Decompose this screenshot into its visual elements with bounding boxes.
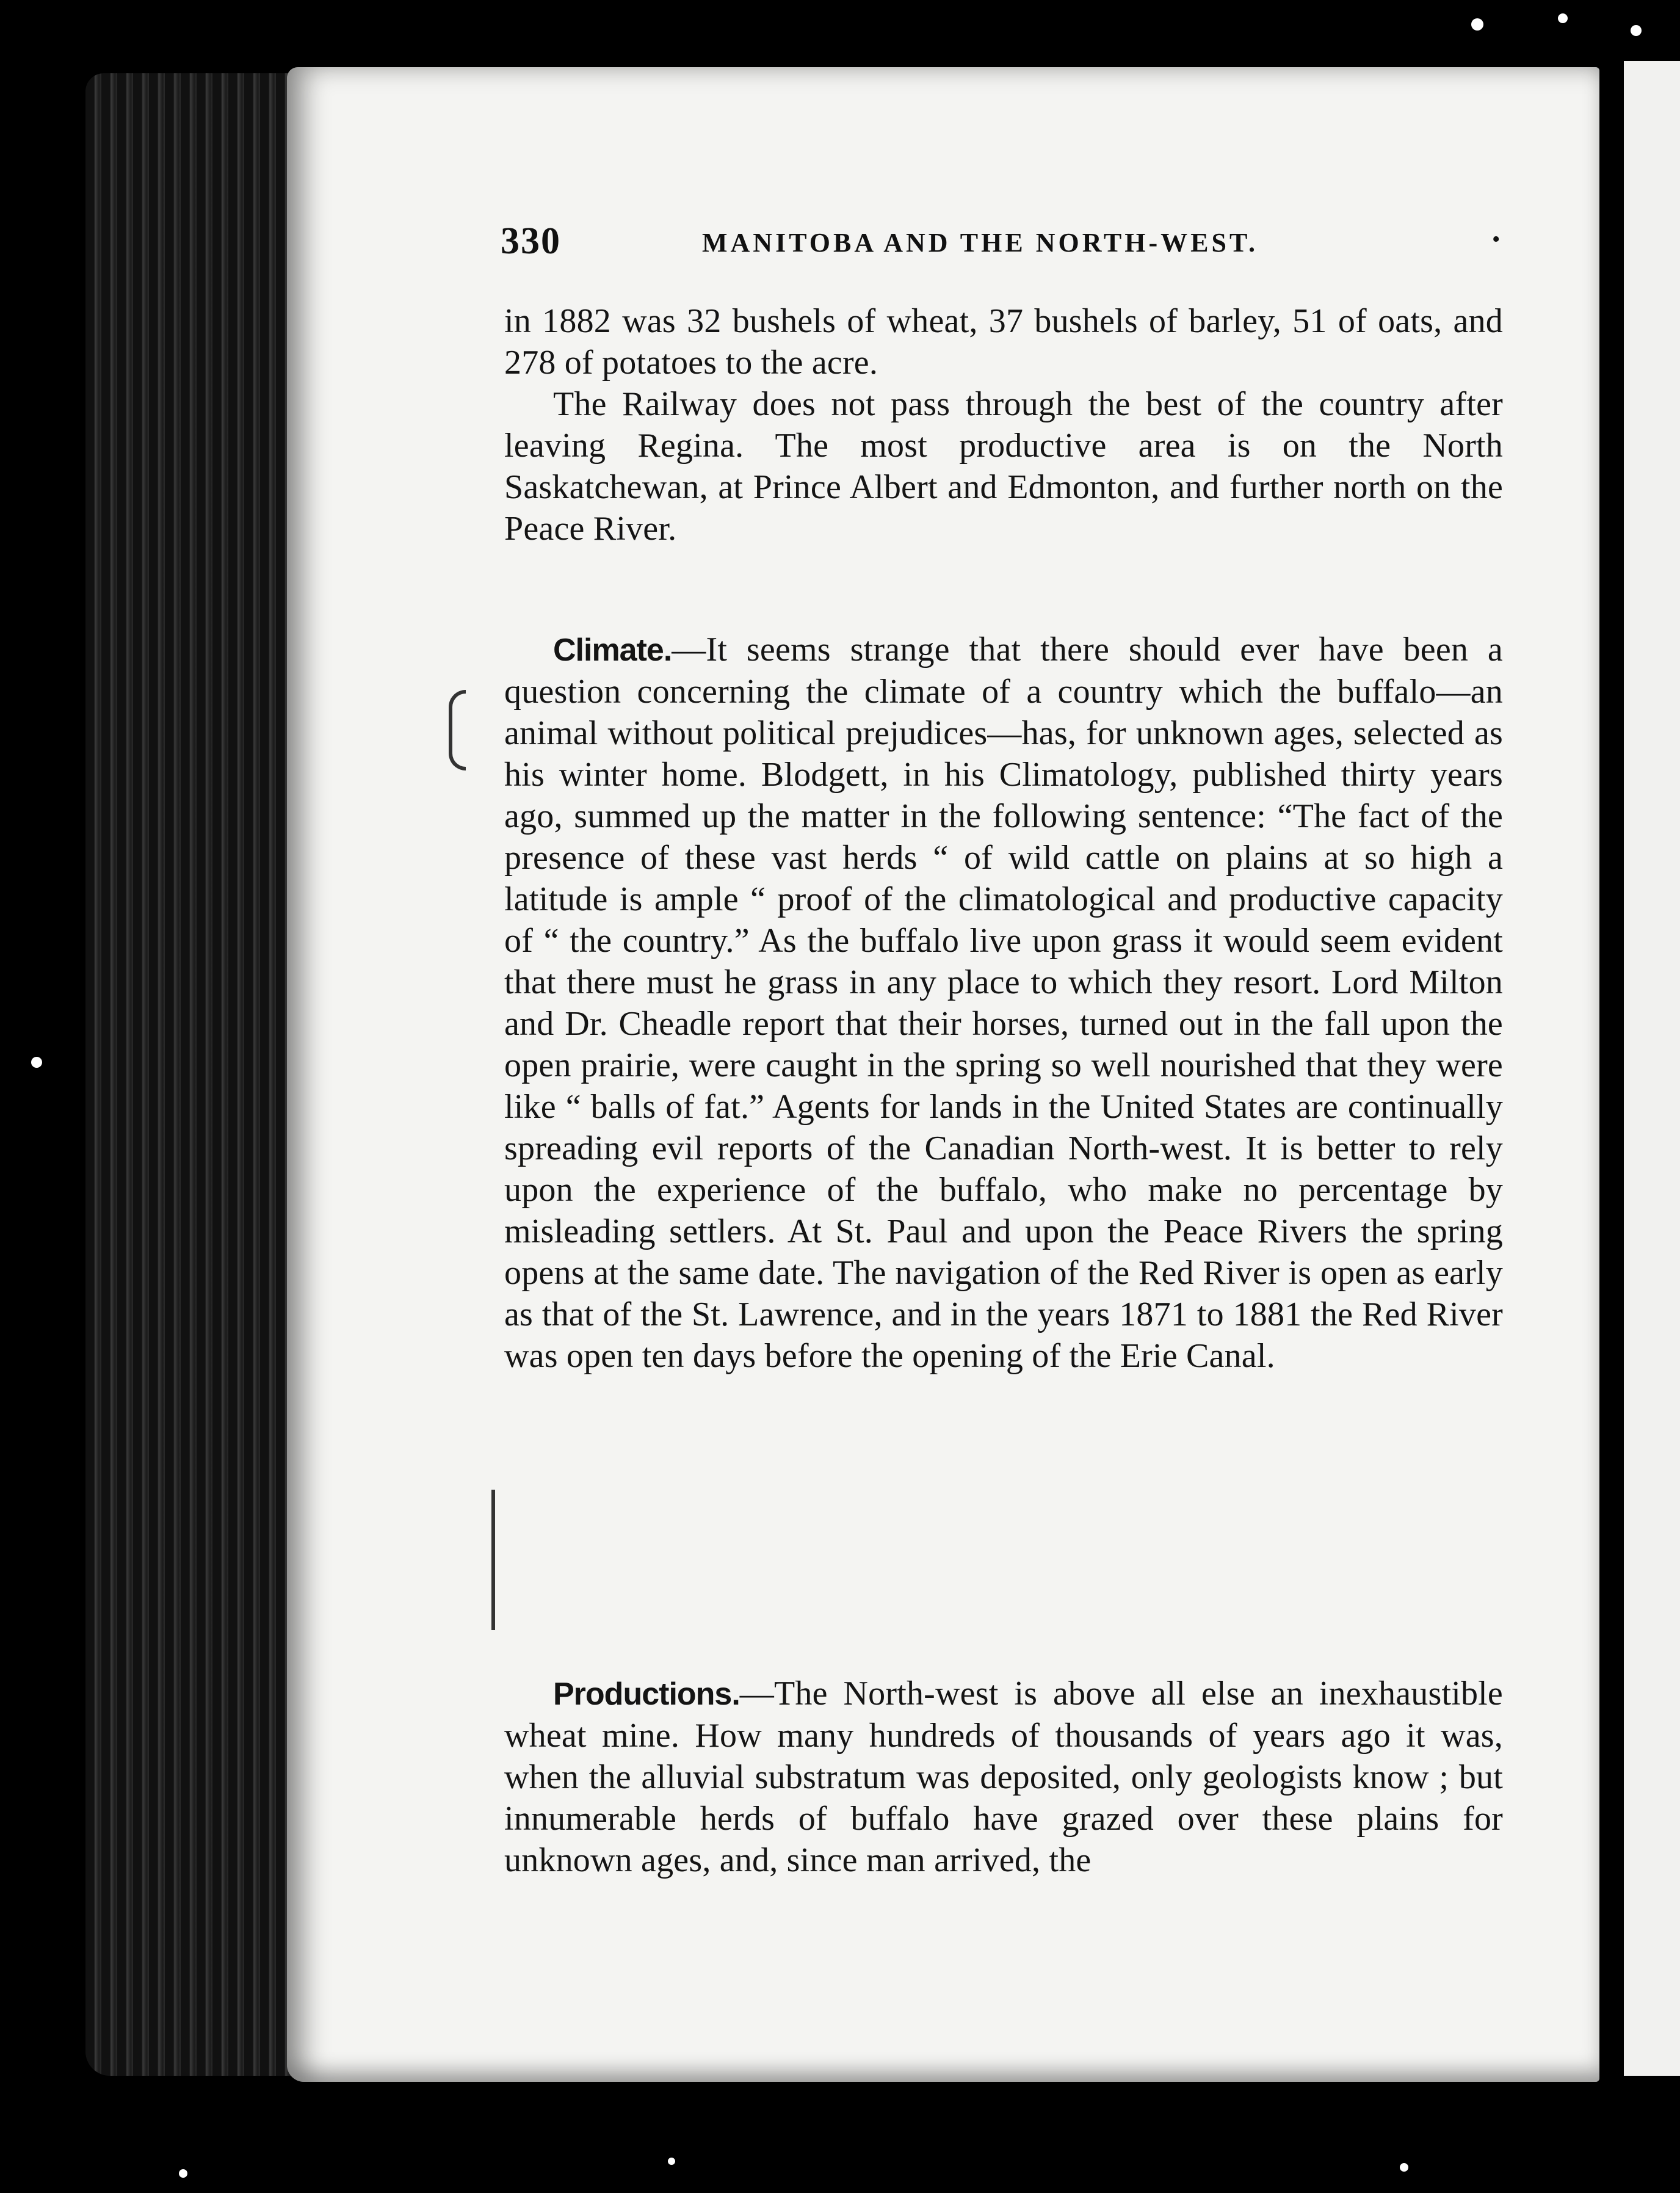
productions-body: —The North-west is above all else an inexhaustible wheat mine. How many hundreds of thousands of years ago it was, when the alluvial substratum was deposited, only geologists know ; but innumerable herds of buffalo have grazed over these plains for unknown ages, and, since man arrived, the <box>504 1675 1503 1879</box>
speck <box>1631 25 1642 36</box>
facing-page-edge <box>1618 61 1680 2076</box>
climate-heading: Climate. <box>553 633 672 668</box>
running-head-title: MANITOBA AND THE NORTH-WEST. <box>702 228 1259 258</box>
margin-line-mark <box>491 1490 500 1630</box>
running-head <box>501 220 1502 275</box>
productions-heading: Productions. <box>553 1676 740 1712</box>
productions-paragraph <box>504 1673 1503 1881</box>
paragraph-continued: in 1882 was 32 bushels of wheat, 37 bushels of barley, 51 of oats, and 278 of potatoes to the acre. <box>504 302 1503 382</box>
climate-body: —It seems strange that there should ever have been a question concerning the climate of a country which the buffalo—an animal without political prejudices—has, for unknown ages, selected as his winter home. Blodgett, in his Climatology, published thirty years ago, summed up the matter in the following sentence: “The fact of the presence of these vast herds “ of wild cattle on plains at so high a latitude is ample “ proof of the climatological and productive capacity of “ the country.” As the buffalo live upon grass it would seem evident that there must he grass in any place to which they resort. Lord Milton and Dr. Cheadle report that their horses, turned out in the fall upon the open prairie, were caught in the spring so well nourished that they were like “ balls of fat.” Agents for lands in the United States are continually spreading evil reports of the Canadian North-west. It is better to rely upon the experience of the buffalo, who make no percentage by misleading settlers. At St. Paul and upon the Peace Rivers the spring opens at the same date. The navigation of the Red River is open as early as that of the St. Lawrence, and in the years 1871 to 1881 the Red River was open ten days before the opening of the Erie Canal. <box>504 631 1503 1375</box>
speck <box>1471 18 1483 31</box>
speck <box>31 1057 42 1068</box>
paragraph-railway: The Railway does not pass through the best of the country after leaving Regina. The most productive area is on the North Saskatchewan, at Prince Albert and Edmonton, and further north on the Peace River. <box>504 385 1503 548</box>
speck <box>668 2158 675 2165</box>
productions-section <box>504 1673 1503 1881</box>
margin-bracket-mark <box>449 690 466 770</box>
speck <box>1558 13 1568 23</box>
running-head-mark: · <box>1490 220 1502 258</box>
speck <box>179 2169 187 2178</box>
opening-text <box>504 300 1503 549</box>
climate-section <box>504 629 1503 1377</box>
page-number: 330 <box>501 220 561 262</box>
speck <box>1400 2163 1408 2172</box>
climate-paragraph <box>504 629 1503 1377</box>
book-fore-edge <box>85 73 305 2076</box>
